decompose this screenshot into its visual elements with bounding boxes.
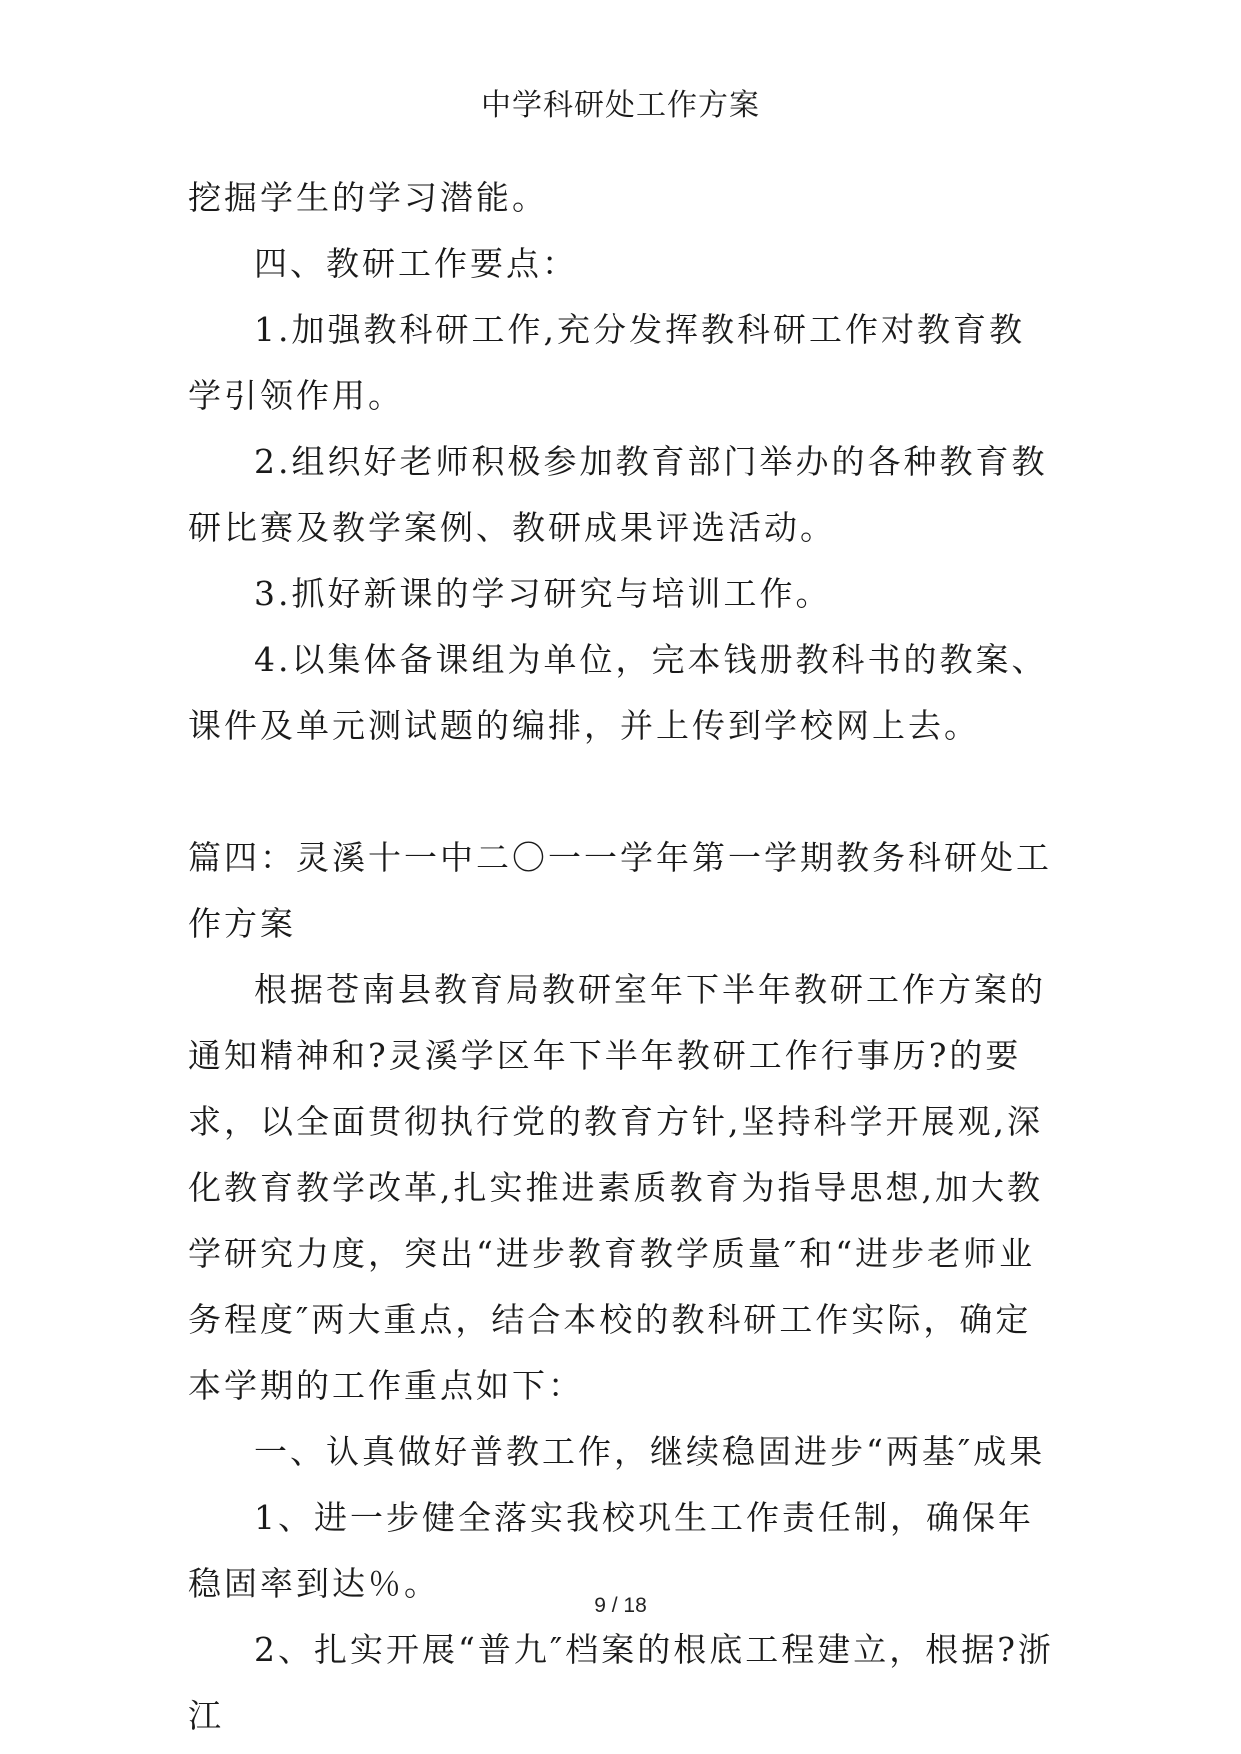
paragraph-continuation: 挖掘学生的学习潜能。 <box>188 178 548 217</box>
page-header-title: 中学科研处工作方案 <box>481 88 760 123</box>
list-item-4: 4.以集体备课组为单位，完本钱册教科书的教案、课件及单元测试题的编排，并上传到学校网上去。 <box>188 640 1048 745</box>
section-heading-teaching-research: 四、教研工作要点： <box>254 244 578 283</box>
document-body <box>188 165 1058 1749</box>
list-item-general-2: 2、扎实开展“普九″档案的根底工程建立，根据?浙江 <box>188 1630 1054 1735</box>
section-spacer <box>188 759 1058 825</box>
list-item-general-1: 1、进一步健全落实我校巩生工作责任制，确保年稳固率到达％。 <box>188 1498 1034 1603</box>
list-item-3: 3.抓好新课的学习研究与培训工作。 <box>254 574 832 613</box>
page-number: 9 / 18 <box>594 1594 647 1617</box>
section-heading-general-education: 一、认真做好普教工作，继续稳固进步“两基″成果 <box>254 1432 1046 1471</box>
list-item-1: 1.加强教科研工作,充分发挥教科研工作对教育教学引领作用。 <box>188 310 1025 415</box>
list-item-2: 2.组织好老师积极参加教育部门举办的各种教育教研比赛及教学案例、教研成果评选活动。 <box>188 442 1048 547</box>
article-title: 篇四：灵溪十一中二〇一一学年第一学期教务科研处工作方案 <box>188 838 1052 943</box>
intro-paragraph: 根据苍南县教育局教研室年下半年教研工作方案的通知精神和?灵溪学区年下半年教研工作行事历?的要求，以全面贯彻执行党的教育方针,坚持科学开展观,深化教育教学改革,扎实推进素质教育为指导思想,加大教学研究力度，突出“进步教育教学质量″和“进步老师业务程度″两大重点，结合本校的教科研工作实际，确定本学期的工作重点如下： <box>188 970 1046 1405</box>
